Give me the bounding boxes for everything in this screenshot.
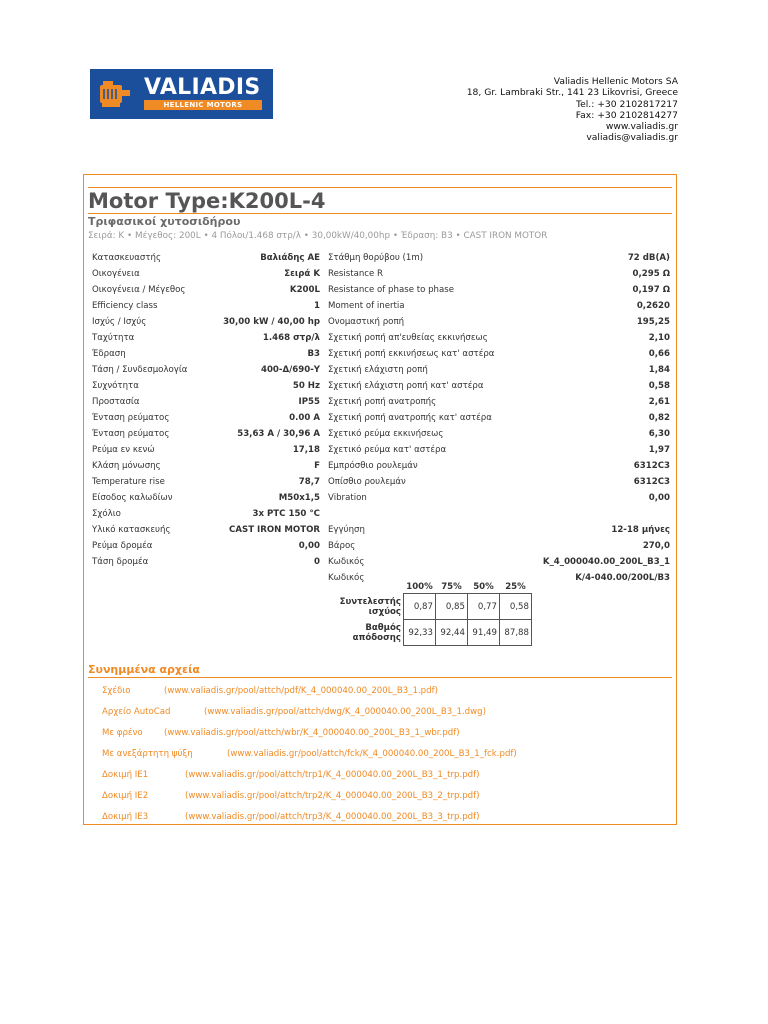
company-phone: Tel.: +30 2102817217 [576, 98, 678, 110]
company-email[interactable]: valiadis@valiadis.gr [586, 132, 678, 144]
attachment-link[interactable]: (www.valiadis.gr/pool/attch/dwg/K_4_000040.00_200L_B3_1.dwg) [204, 707, 486, 717]
table-cell: 92,33 [404, 620, 436, 646]
spec-label: Τάση / Συνδεσμολογία [92, 365, 188, 375]
attachment-link[interactable]: (www.valiadis.gr/pool/attch/pdf/K_4_000040.00_200L_B3_1.pdf) [164, 686, 438, 696]
spec-label: Στάθμη θορύβου (1m) [328, 253, 424, 263]
series-summary: Σειρά: K • Μέγεθος: 200L • 4 Πόλοι/1.468 στρ/λ • 30,00kW/40,00hp • Έδραση: B3 • CAST IRON MOTOR [88, 231, 548, 241]
table-cell: 0,58 [500, 594, 532, 620]
attachment-item[interactable] [84, 725, 676, 746]
spec-row [84, 266, 676, 282]
spec-label: Ένταση ρεύματος [92, 413, 170, 423]
spec-label: Σχετική ροπή ανατροπής κατ' αστέρα [328, 413, 492, 423]
performance-table [332, 580, 532, 646]
spec-label: Κωδικός [328, 573, 365, 583]
spec-row [84, 474, 676, 490]
spec-value: 12-18 μήνες [611, 525, 670, 535]
spec-value: K200L [289, 285, 320, 295]
spec-label: Ένταση ρεύματος [92, 429, 170, 439]
company-logo [90, 69, 273, 119]
spec-value: M50x1,5 [278, 493, 320, 503]
spec-row [84, 490, 676, 506]
spec-label: Βάρος [328, 541, 356, 551]
spec-value: 0.00 A [289, 413, 320, 423]
spec-value: 0,197 Ω [632, 285, 670, 295]
attachment-link[interactable]: (www.valiadis.gr/pool/attch/trp3/K_4_000040.00_200L_B3_3_trp.pdf) [185, 812, 480, 822]
load-header: 50% [473, 581, 494, 592]
spec-value: 0,00 [298, 541, 320, 551]
motor-icon [98, 79, 132, 109]
table-cell: 91,49 [468, 620, 500, 646]
spec-label: Σχετική ελάχιστη ροπή [328, 365, 428, 375]
spec-row [84, 522, 676, 538]
row-label: Βαθμός απόδοσης [352, 622, 401, 643]
attachment-name[interactable]: Δοκιμή IE3 [102, 812, 149, 822]
spec-label: Σχόλιο [92, 509, 121, 519]
spec-row [84, 426, 676, 442]
spec-value: 6,30 [648, 429, 670, 439]
attachment-name[interactable]: Δοκιμή IE2 [102, 791, 149, 801]
spec-label: Σχετική ροπή ανατροπής [328, 397, 437, 407]
table-row [332, 620, 532, 646]
company-name: Valiadis Hellenic Motors SA [553, 76, 678, 87]
spec-row [84, 314, 676, 330]
spec-row [84, 346, 676, 362]
table-cell: 92,44 [436, 620, 468, 646]
spec-value: 400-Δ/690-Y [260, 365, 320, 375]
attachment-name[interactable]: Με φρένο [102, 728, 143, 738]
spec-label: Κατασκευαστής [92, 253, 162, 263]
spec-row [84, 394, 676, 410]
spec-row [84, 506, 676, 522]
spec-value: 1.468 στρ/λ [262, 333, 320, 343]
load-header: 75% [441, 581, 462, 592]
divider [88, 187, 672, 188]
spec-label: Έδραση [92, 349, 126, 359]
spec-label: Τάση δρομέα [92, 557, 149, 567]
spec-value: K/4-040.00/200L/B3 [575, 573, 670, 583]
spec-row [84, 250, 676, 266]
table-cell: 0,87 [404, 594, 436, 620]
attachment-link[interactable]: (www.valiadis.gr/pool/attch/trp2/K_4_000040.00_200L_B3_2_trp.pdf) [185, 791, 480, 801]
spec-value: 0,82 [648, 413, 670, 423]
right-spec-list [84, 250, 676, 586]
spec-value: Σειρά K [284, 269, 320, 279]
spec-value: F [314, 461, 320, 471]
attachment-link[interactable]: (www.valiadis.gr/pool/attch/wbr/K_4_000040.00_200L_B3_1_wbr.pdf) [164, 728, 460, 738]
company-info [467, 76, 678, 144]
spec-label: Σχετική ελάχιστη ροπή κατ' αστέρα [328, 381, 484, 391]
spec-label: Σχετική ροπή απ'ευθείας εκκινήσεως [328, 333, 488, 343]
spec-label: Efficiency class [92, 301, 158, 311]
attachment-link[interactable]: (www.valiadis.gr/pool/attch/trp1/K_4_000040.00_200L_B3_1_trp.pdf) [185, 770, 480, 780]
spec-row [84, 538, 676, 554]
spec-label: Moment of inertia [328, 301, 405, 311]
spec-value: 50 Hz [292, 381, 320, 391]
spec-label: Ονομαστική ροπή [328, 317, 405, 327]
spec-label: Ρεύμα δρομέα [92, 541, 153, 551]
attachment-name[interactable]: Με ανεξάρτητη ψύξη [102, 749, 193, 759]
attachment-item[interactable] [84, 809, 676, 830]
spec-value: 2,10 [648, 333, 670, 343]
spec-label: Εμπρόσθιο ρουλεμάν [328, 461, 418, 471]
motor-family: Τριφασικοί χυτοσιδήρου [88, 215, 241, 228]
spec-label: Temperature rise [92, 477, 165, 487]
attachment-item[interactable] [84, 767, 676, 788]
spec-label: Οικογένεια / Μέγεθος [92, 285, 186, 295]
spec-value: 1,97 [648, 445, 670, 455]
company-website[interactable]: www.valiadis.gr [605, 121, 678, 133]
attachment-list [84, 683, 676, 830]
spec-label: Εγγύηση [328, 525, 365, 535]
attachment-item[interactable] [84, 746, 676, 767]
spec-value: K_4_000040.00_200L_B3_1 [542, 557, 670, 567]
attachment-name[interactable]: Δοκιμή IE1 [102, 770, 149, 780]
spec-value: 1 [314, 301, 320, 311]
spec-value: 0,295 Ω [632, 269, 670, 279]
spec-value: 270,0 [642, 541, 670, 551]
spec-value: Βαλιάδης ΑΕ [260, 253, 320, 263]
table-corner [332, 580, 404, 594]
spec-label: Κλάση μόνωσης [92, 461, 161, 471]
load-header: 25% [505, 581, 526, 592]
spec-value: 78,7 [298, 477, 320, 487]
spec-value: CAST IRON MOTOR [229, 525, 320, 535]
spec-label: Οπίσθιο ρουλεμάν [328, 477, 406, 487]
spec-label: Resistance of phase to phase [328, 285, 455, 295]
spec-value: 72 dB(A) [627, 253, 670, 263]
spec-label: Ρεύμα εν κενώ [92, 445, 155, 455]
spec-row [84, 282, 676, 298]
spec-value: 6312C3 [633, 477, 670, 487]
divider [88, 677, 672, 678]
spec-row [84, 442, 676, 458]
spec-row [84, 554, 676, 570]
spec-row [84, 410, 676, 426]
attachment-link[interactable]: (www.valiadis.gr/pool/attch/fck/K_4_000040.00_200L_B3_1_fck.pdf) [227, 749, 517, 759]
spec-row [84, 458, 676, 474]
spec-label: Σχετική ροπή εκκινήσεως κατ' αστέρα [328, 349, 495, 359]
spec-value: 0,58 [648, 381, 670, 391]
spec-value: 0,66 [648, 349, 670, 359]
spec-value: 2,61 [648, 397, 670, 407]
logo-brand: VALIADIS [144, 75, 261, 100]
spec-label: Προστασία [92, 397, 140, 407]
spec-value: 0,2620 [636, 301, 670, 311]
spec-label: Υλικό κατασκευής [92, 525, 171, 535]
spec-value: 0 [314, 557, 320, 567]
spec-label: Ισχύς / Ισχύς [92, 317, 147, 327]
spec-label: Vibration [328, 493, 367, 503]
spec-label: Σχετικό ρεύμα εκκινήσεως [328, 429, 444, 439]
spec-value: 53,63 A / 30,96 A [237, 429, 320, 439]
company-fax: Fax: +30 2102814277 [575, 109, 678, 121]
spec-value: 3x PTC 150 °C [252, 509, 320, 519]
spec-label: Σχετικό ρεύμα κατ' αστέρα [328, 445, 447, 455]
spec-label: Resistance R [328, 269, 384, 279]
attachment-item[interactable] [84, 788, 676, 809]
attachment-name[interactable]: Σχέδιο [102, 686, 131, 696]
spec-label: Οικογένεια [92, 269, 140, 279]
spec-value: IP55 [298, 397, 320, 407]
spec-value: 6312C3 [633, 461, 670, 471]
page-title: Motor Type:K200L-4 [88, 189, 326, 213]
spec-row [84, 378, 676, 394]
spec-label: Συχνότητα [92, 381, 139, 391]
load-header: 100% [406, 581, 433, 592]
spec-row [84, 298, 676, 314]
attachments-title: Συνημμένα αρχεία [88, 663, 200, 676]
table-cell: 87,88 [500, 620, 532, 646]
row-label: Συντελεστής ισχύος [339, 596, 401, 617]
spec-value: 195,25 [636, 317, 670, 327]
spec-value: 1,84 [648, 365, 670, 375]
attachment-name[interactable]: Αρχείο AutoCad [102, 707, 171, 717]
spec-value: B3 [307, 349, 320, 359]
spec-label: Είσοδος καλωδίων [92, 493, 173, 503]
company-address: 18, Gr. Lambraki Str., 141 23 Likovrisi, Greece [466, 87, 678, 99]
attachment-item[interactable] [84, 683, 676, 704]
spec-value: 30,00 kW / 40,00 hp [223, 317, 320, 327]
attachment-item[interactable] [84, 704, 676, 725]
spec-value: 17,18 [292, 445, 320, 455]
spec-value: 0,00 [648, 493, 670, 503]
table-row [332, 594, 532, 620]
logo-subtitle: HELLENIC MOTORS [163, 101, 243, 109]
table-cell: 0,85 [436, 594, 468, 620]
spec-label: Κωδικός [328, 557, 365, 567]
spec-row [84, 362, 676, 378]
table-cell: 0,77 [468, 594, 500, 620]
divider [88, 213, 672, 214]
spec-label: Ταχύτητα [92, 333, 135, 343]
motor-datasheet [83, 174, 677, 825]
spec-row [84, 330, 676, 346]
